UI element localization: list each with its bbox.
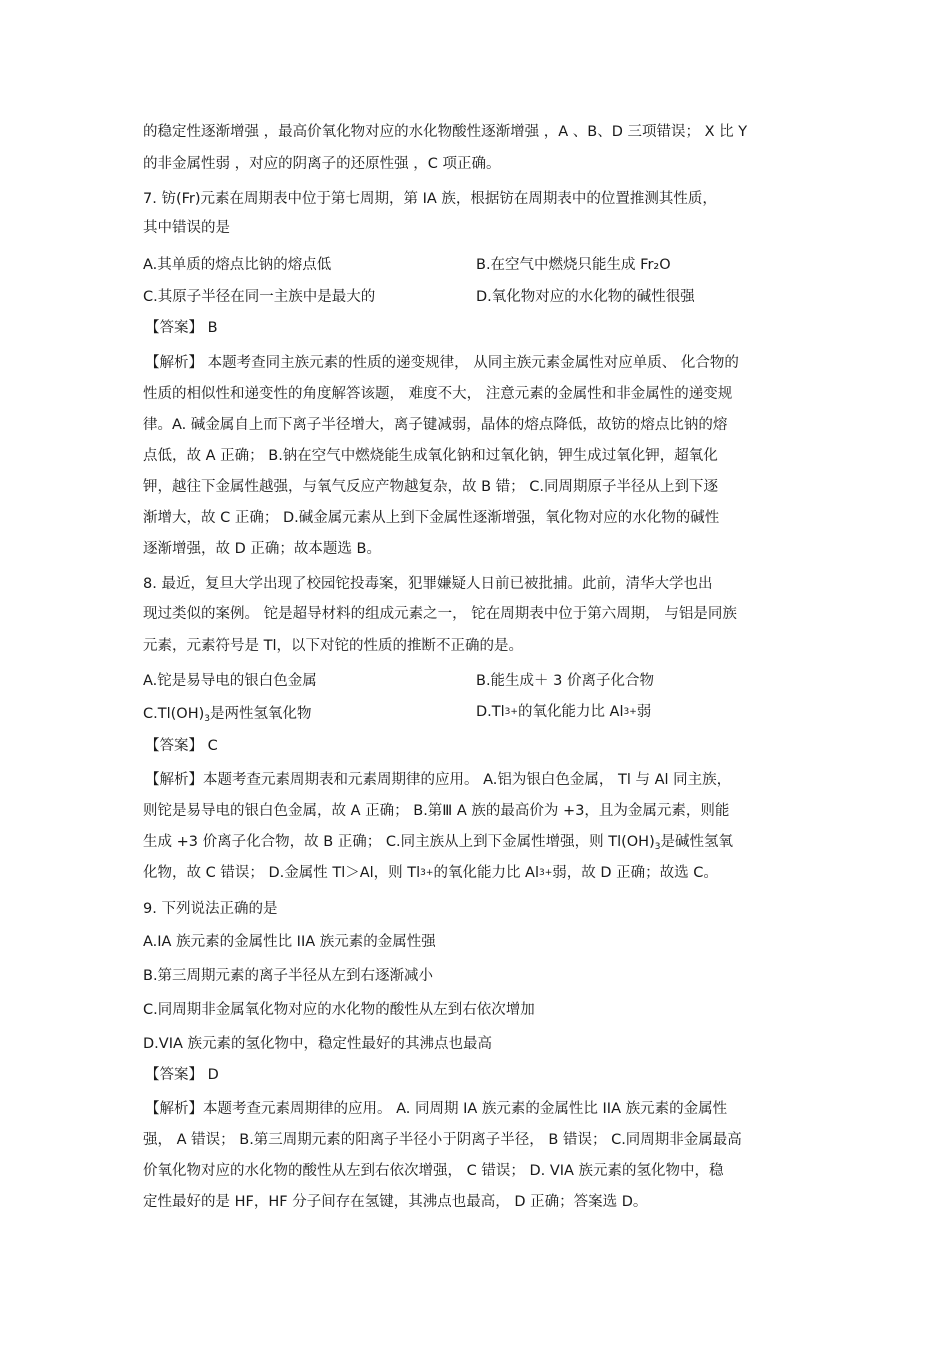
q7-explanation-1: 【解析】 本题考查同主族元素的性质的递变规律， 从同主族元素金属性对应单质、 化合物的 bbox=[145, 355, 739, 371]
q8-answer: 【答案】 C bbox=[145, 738, 218, 754]
q8-explanation-4: 化物，故 C 错误； D.金属性 Tl＞Al，则 $Tl^{3+}$的氧化能力比 $Al^{3+}$弱，故 D 正确；故选 C。 bbox=[143, 865, 718, 881]
q8-option-a: A.铊是易导电的银白色金属 bbox=[143, 673, 317, 689]
q8-explanation-3: 生成 +3 价离子化合物，故 B 正确； C.同主族从上到下金属性增强，则 $Tl(OH)_3$是碱性氢氧 bbox=[143, 834, 733, 852]
q7-stem-1: 7. 钫(Fr)元素在周期表中位于第七周期，第 IA 族，根据钫在周期表中的位置推测其性质， bbox=[143, 191, 717, 207]
q7-option-c: C.其原子半径在同一主族中是最大的 bbox=[143, 289, 376, 305]
q8-stem-3: 元素，元素符号是 Tl，以下对铊的性质的推断不正确的是。 bbox=[143, 638, 523, 654]
q8-stem-2: 现过类似的案例。 铊是超导材料的组成元素之一， 铊在周期表中位于第六周期， 与铝是同族 bbox=[143, 606, 737, 622]
intro-line-1: 的稳定性逐渐增强 ，最高价氧化物对应的水化物酸性逐渐增强 ，A 、B、D 三项错误； X 比 Y bbox=[143, 124, 748, 140]
q8-stem-1: 8. 最近，复旦大学出现了校园铊投毒案，犯罪嫌疑人日前已被批捕。此前，清华大学也出 bbox=[143, 576, 713, 592]
q9-explanation-1: 【解析】本题考查元素周期律的应用。 A. 同周期 IA 族元素的金属性比 IIA 族元素的金属性 bbox=[145, 1101, 728, 1117]
q9-option-c: C.同周期非金属氧化物对应的水化物的酸性从左到右依次增加 bbox=[143, 1002, 535, 1018]
q7-explanation-5: 钾，越往下金属性越强，与氧气反应产物越复杂，故 B 错； C.同周期原子半径从上到下逐 bbox=[143, 479, 719, 495]
q7-option-a: A.其单质的熔点比钠的熔点低 bbox=[143, 257, 332, 273]
q7-explanation-7: 逐渐增强，故 D 正确；故本题选 B。 bbox=[143, 541, 381, 557]
q8-option-c: $C.Tl(OH)_3$是两性氢氧化物 bbox=[143, 706, 312, 724]
q8-explanation-2: 则铊是易导电的银白色金属，故 A 正确； B.第Ⅲ A 族的最高价为 +3，且为金属元素，则能 bbox=[143, 803, 730, 819]
q7-stem-2: 其中错误的是 bbox=[143, 220, 230, 236]
q8-option-b: B.能生成＋ 3 价离子化合物 bbox=[476, 673, 654, 689]
q8-option-d: $D.Tl^{3+}$的氧化能力比 $Al^{3+}$弱 bbox=[476, 704, 652, 720]
q7-explanation-4: 点低，故 A 正确； B.钠在空气中燃烧能生成氧化钠和过氧化钠，钾生成过氧化钾，超氧化 bbox=[143, 448, 718, 464]
q7-explanation-6: 渐增大，故 C 正确； D.碱金属元素从上到下金属性逐渐增强，氧化物对应的水化物的碱性 bbox=[143, 510, 720, 526]
q7-answer: 【答案】 B bbox=[145, 320, 218, 336]
q9-explanation-2: 强， A 错误； B.第三周期元素的阳离子半径小于阴离子半径， B 错误； C.同周期非金属最高 bbox=[143, 1132, 742, 1148]
q7-option-d: D.氧化物对应的水化物的碱性很强 bbox=[476, 289, 695, 305]
q9-option-a: A.IA 族元素的金属性比 IIA 族元素的金属性强 bbox=[143, 934, 436, 950]
q7-explanation-3: 律。A. 碱金属自上而下离子半径增大，离子键减弱，晶体的熔点降低，故钫的熔点比钠的熔 bbox=[143, 417, 728, 433]
intro-line-2: 的非金属性弱 ，对应的阴离子的还原性强 ，C 项正确。 bbox=[143, 156, 501, 172]
q7-explanation-2: 性质的相似性和递变性的角度解答该题， 难度不大， 注意元素的金属性和非金属性的递变规 bbox=[143, 386, 733, 402]
q8-explanation-1: 【解析】本题考查元素周期表和元素周期律的应用。 A.铝为银白色金属， Tl 与 Al 同主族， bbox=[145, 772, 732, 788]
q7-option-b: B.在空气中燃烧只能生成 Fr₂O bbox=[476, 257, 671, 273]
q9-option-d: D.VIA 族元素的氢化物中，稳定性最好的其沸点也最高 bbox=[143, 1036, 492, 1052]
q9-option-b: B.第三周期元素的离子半径从左到右逐渐减小 bbox=[143, 968, 434, 984]
q9-explanation-4: 定性最好的是 HF，HF 分子间存在氢键，其沸点也最高， D 正确；答案选 D。 bbox=[143, 1194, 648, 1210]
q9-explanation-3: 价氧化物对应的水化物的酸性从左到右依次增强， C 错误； D. VIA 族元素的氢化物中，稳 bbox=[143, 1163, 724, 1179]
q9-stem: 9. 下列说法正确的是 bbox=[143, 901, 278, 917]
q9-answer: 【答案】 D bbox=[145, 1067, 219, 1083]
